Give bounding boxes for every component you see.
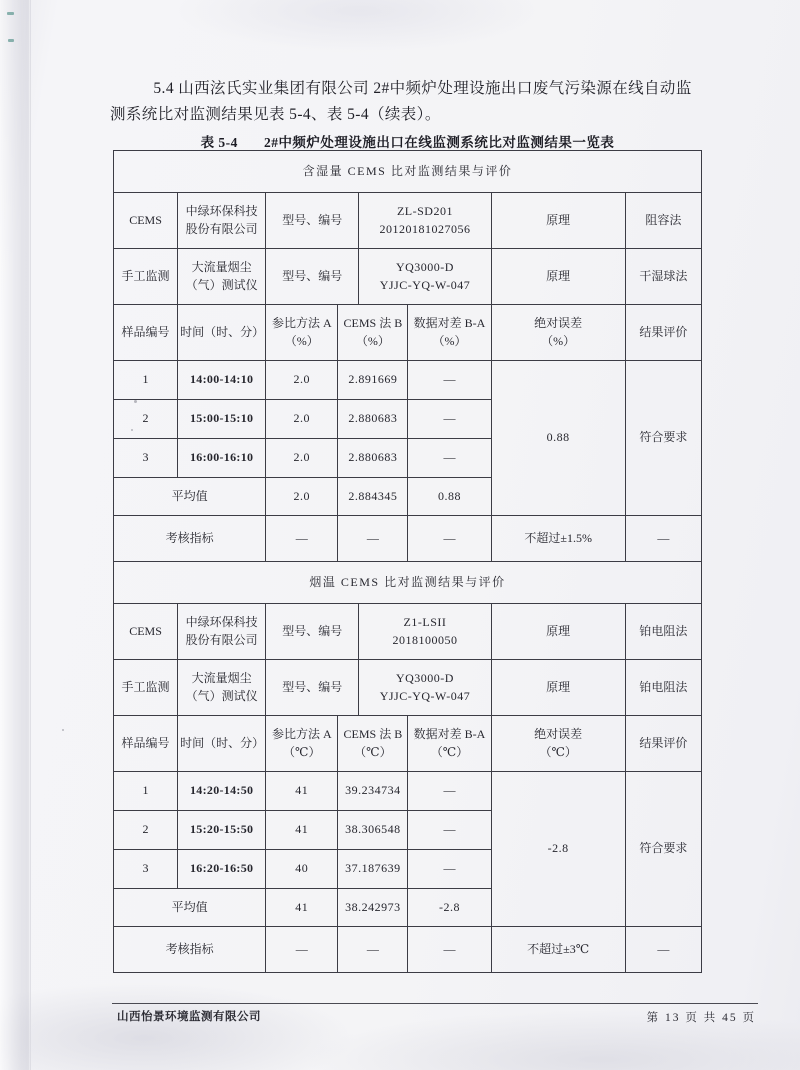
cell-principle-value: 干湿球法 xyxy=(625,249,701,305)
cell-dash: — xyxy=(266,516,338,562)
cell-ref-a: 2.0 xyxy=(266,361,338,400)
cell-ref-a: 2.0 xyxy=(266,439,338,478)
cell-dash: — xyxy=(625,927,701,973)
col-header-diff xyxy=(408,305,491,361)
section-title: 含湿量 CEMS 比对监测结果与评价 xyxy=(114,151,702,193)
cell-dash: — xyxy=(266,927,338,973)
cell-diff: — xyxy=(408,772,491,811)
table-caption-number: 表 5-4 xyxy=(200,135,238,150)
cell-assessment-label: 考核指标 xyxy=(114,927,266,973)
table-caption xyxy=(113,131,702,151)
table-header-row xyxy=(114,716,702,772)
cell-average-diff: 0.88 xyxy=(408,478,491,516)
scan-artifact xyxy=(8,39,14,42)
cell-model-value xyxy=(359,249,491,305)
cell-diff: — xyxy=(408,400,491,439)
section-title: 烟温 CEMS 比对监测结果与评价 xyxy=(114,562,702,604)
model-line: YQ3000-D xyxy=(395,260,454,275)
header-line: CEMS 法 B xyxy=(343,727,403,742)
col-header-cems-b xyxy=(338,716,408,772)
header-line: （℃） xyxy=(539,744,577,759)
table-row xyxy=(114,361,702,400)
header-line: （℃） xyxy=(354,744,392,759)
cell-ref-a: 2.0 xyxy=(266,400,338,439)
cell-sample-no: 3 xyxy=(114,439,178,478)
table-row xyxy=(114,249,702,305)
cell-assessment-limit: 不超过±3℃ xyxy=(491,927,625,973)
scan-left-edge-shadow xyxy=(0,0,31,1070)
org-line: 股份有限公司 xyxy=(185,221,258,236)
org-line: 中绿环保科技 xyxy=(185,615,258,630)
org-line: 中绿环保科技 xyxy=(185,204,258,219)
cell-time: 14:20-14:50 xyxy=(178,772,266,811)
cell-diff: — xyxy=(408,439,491,478)
cell-principle-value: 铂电阻法 xyxy=(625,660,701,716)
cell-time: 16:00-16:10 xyxy=(178,439,266,478)
col-header-cems-b xyxy=(338,305,408,361)
cell-assessment-limit: 不超过±1.5% xyxy=(491,516,625,562)
table-row xyxy=(114,562,702,604)
footer-divider xyxy=(112,1003,758,1004)
cell-abs-error: -2.8 xyxy=(491,772,625,927)
table-row xyxy=(114,772,702,811)
model-line: YJJC-YQ-W-047 xyxy=(379,277,471,292)
cell-role: 手工监测 xyxy=(114,249,178,305)
model-line: ZL-SD201 xyxy=(396,204,453,219)
cell-average-label: 平均值 xyxy=(114,889,266,927)
cell-principle-value: 阻容法 xyxy=(625,193,701,249)
footer-page-number: 第 13 页 共 45 页 xyxy=(646,1012,756,1024)
temperature-cems-table xyxy=(113,561,702,973)
cell-assessment-label: 考核指标 xyxy=(114,516,266,562)
cell-dash: — xyxy=(408,516,491,562)
col-header-result: 结果评价 xyxy=(625,716,701,772)
cell-dash: — xyxy=(338,516,408,562)
cell-principle-value: 铂电阻法 xyxy=(625,604,701,660)
model-line: 2018100050 xyxy=(392,632,458,647)
header-line: （%） xyxy=(541,333,576,348)
cell-org xyxy=(178,249,266,305)
heading-line-2: 测系统比对监测结果见表 5-4、表 5-4（续表）。 xyxy=(110,106,441,123)
cell-sample-no: 2 xyxy=(114,811,178,850)
table-row xyxy=(114,604,702,660)
cell-cems-b: 38.306548 xyxy=(338,811,408,850)
cell-average-diff: -2.8 xyxy=(408,889,491,927)
col-header-sample-no: 样品编号 xyxy=(114,305,178,361)
org-line: （气）测试仪 xyxy=(185,277,258,292)
cell-time: 15:20-15:50 xyxy=(178,811,266,850)
cell-diff: — xyxy=(408,811,491,850)
col-header-time: 时间（时、分） xyxy=(178,716,266,772)
col-header-ref-a xyxy=(266,716,338,772)
cell-time: 15:00-15:10 xyxy=(178,400,266,439)
assessment-row xyxy=(114,927,702,973)
org-line: 股份有限公司 xyxy=(185,632,258,647)
table-row xyxy=(114,193,702,249)
cell-cems-b: 2.880683 xyxy=(338,400,408,439)
cell-sample-no: 3 xyxy=(114,850,178,889)
header-line: CEMS 法 B xyxy=(343,316,403,331)
cell-model-label: 型号、编号 xyxy=(266,660,359,716)
heading-line-1: 5.4 山西泫氏实业集团有限公司 2#中频炉处理设施出口废气污染源在线自动监 xyxy=(153,80,692,97)
cell-cems-b: 37.187639 xyxy=(338,850,408,889)
cell-role: 手工监测 xyxy=(114,660,178,716)
scan-speck xyxy=(62,729,64,731)
cell-dash: — xyxy=(625,516,701,562)
header-line: 绝对误差 xyxy=(534,727,583,742)
col-header-result: 结果评价 xyxy=(625,305,701,361)
table-caption-title: 2#中频炉处理设施出口在线监测系统比对监测结果一览表 xyxy=(263,135,615,150)
cell-role: CEMS xyxy=(114,193,178,249)
humidity-cems-table xyxy=(113,150,702,562)
comparison-tables xyxy=(113,150,702,973)
cell-ref-a: 40 xyxy=(266,850,338,889)
cell-diff: — xyxy=(408,850,491,889)
header-line: 参比方法 A xyxy=(271,316,332,331)
cell-principle-label: 原理 xyxy=(491,660,625,716)
cell-cems-b: 2.891669 xyxy=(338,361,408,400)
cell-principle-label: 原理 xyxy=(491,193,625,249)
cell-role: CEMS xyxy=(114,604,178,660)
org-line: （气）测试仪 xyxy=(185,688,258,703)
header-line: （%） xyxy=(355,333,390,348)
cell-principle-label: 原理 xyxy=(491,604,625,660)
table-header-row xyxy=(114,305,702,361)
cell-org xyxy=(178,193,266,249)
col-header-abs-error xyxy=(491,716,625,772)
cell-dash: — xyxy=(408,927,491,973)
cell-sample-no: 1 xyxy=(114,361,178,400)
cell-time: 16:20-16:50 xyxy=(178,850,266,889)
cell-dash: — xyxy=(338,927,408,973)
footer-company: 山西怡景环境监测有限公司 xyxy=(117,1011,261,1023)
header-line: （℃） xyxy=(430,744,469,759)
col-header-ref-a xyxy=(266,305,338,361)
assessment-row xyxy=(114,516,702,562)
header-line: 数据对差 B-A xyxy=(413,316,486,331)
cell-model-label: 型号、编号 xyxy=(266,249,359,305)
cell-model-value xyxy=(359,660,491,716)
cell-ref-a: 41 xyxy=(266,772,338,811)
org-line: 大流量烟尘 xyxy=(191,260,252,275)
col-header-sample-no: 样品编号 xyxy=(114,716,178,772)
section-heading xyxy=(110,76,696,128)
cell-average-b: 38.242973 xyxy=(338,889,408,927)
header-line: 参比方法 A xyxy=(271,727,332,742)
col-header-diff xyxy=(408,716,491,772)
col-header-abs-error xyxy=(491,305,625,361)
cell-model-label: 型号、编号 xyxy=(266,604,359,660)
cell-average-label: 平均值 xyxy=(114,478,266,516)
cell-principle-label: 原理 xyxy=(491,249,625,305)
cell-cems-b: 2.880683 xyxy=(338,439,408,478)
cell-average-a: 2.0 xyxy=(266,478,338,516)
table-row xyxy=(114,151,702,193)
cell-org xyxy=(178,660,266,716)
cell-model-value xyxy=(359,604,491,660)
cell-ref-a: 41 xyxy=(266,811,338,850)
col-header-time: 时间（时、分） xyxy=(178,305,266,361)
org-line: 大流量烟尘 xyxy=(191,671,252,686)
cell-evaluation: 符合要求 xyxy=(625,772,701,927)
cell-diff: — xyxy=(408,361,491,400)
model-line: YQ3000-D xyxy=(395,671,454,686)
cell-average-a: 41 xyxy=(266,889,338,927)
cell-sample-no: 2 xyxy=(114,400,178,439)
header-line: （℃） xyxy=(283,744,321,759)
cell-model-value xyxy=(359,193,491,249)
table-row xyxy=(114,660,702,716)
cell-average-b: 2.884345 xyxy=(338,478,408,516)
cell-time: 14:00-14:10 xyxy=(178,361,266,400)
cell-sample-no: 1 xyxy=(114,772,178,811)
cell-evaluation: 符合要求 xyxy=(625,361,701,516)
header-line: 绝对误差 xyxy=(534,316,583,331)
model-line: Z1-LSII xyxy=(403,615,447,630)
cell-abs-error: 0.88 xyxy=(491,361,625,516)
header-line: （%） xyxy=(284,333,319,348)
model-line: YJJC-YQ-W-047 xyxy=(379,688,471,703)
header-line: （%） xyxy=(432,333,467,348)
model-line: 20120181027056 xyxy=(379,221,471,236)
scan-artifact xyxy=(7,12,14,15)
header-line: 数据对差 B-A xyxy=(413,727,486,742)
cell-model-label: 型号、编号 xyxy=(266,193,359,249)
cell-org xyxy=(178,604,266,660)
cell-cems-b: 39.234734 xyxy=(338,772,408,811)
